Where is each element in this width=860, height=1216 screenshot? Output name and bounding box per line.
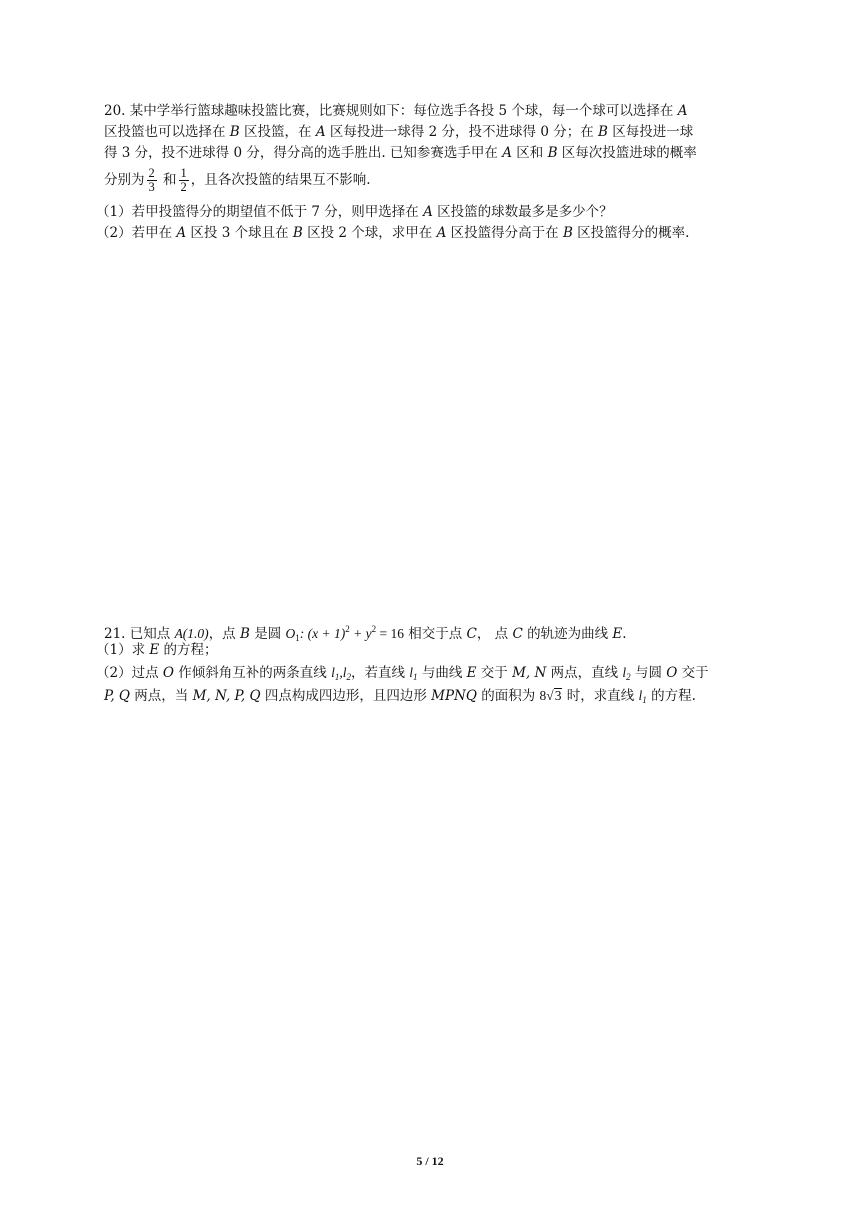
var-B: B [229,124,240,140]
q21-text: 作倾斜角互补的两条直线 [173,665,332,681]
line-l: l [342,665,347,680]
q21-text: 交于 [677,665,709,681]
line-l: l [409,665,414,680]
lines-l1-l2 [331,665,351,680]
q20-text: 20. 某中学举行篮球趣味投篮比赛，比赛规则如下：每位选手各投 5 个球，每一个球可以选择在 [104,103,678,119]
q20-text: 区投篮得分的概率. [572,225,690,241]
separator: , [339,665,343,680]
fraction-denominator: 3 [148,180,155,194]
var-A: A [502,145,512,161]
q21-text: 两点，当 [130,688,193,704]
q21-text: 交于 [476,665,513,681]
superscript: 2 [345,624,350,634]
q21-text: 两点，直线 [546,665,623,681]
var-B: B [239,626,250,642]
q20-sub-1 [96,203,613,221]
q20-text: 区每次投篮进球的概率 [557,145,697,161]
q20-text: ，且各次投篮的结果互不影响. [190,172,371,188]
var-A: A [315,124,326,140]
points-MN: M, N [512,665,547,681]
equation-part: = 16 [376,626,404,641]
q20-text: 和 [158,172,177,188]
q20-text: 区每投进一球得 2 分，投不进球得 0 分；在 [325,124,598,140]
q21-text: ， 点 [476,626,513,642]
var-B: B [598,124,608,140]
q21-text: 时，求直线 [562,688,639,704]
q20-text: 区每投进一球 [607,124,694,140]
area-radicand: 3 [554,688,562,703]
superscript: 2 [371,624,377,634]
q20-text: 区投篮，在 [239,124,316,140]
line-l: l [622,665,627,680]
q20-text: 分别为 [104,172,145,188]
subscript: 2 [626,672,631,682]
page-number: 5 / 12 [416,1154,444,1168]
line-l2 [622,665,630,680]
subscript: 2 [346,672,351,682]
var-A: A [677,103,688,119]
subscript: 1 [295,633,300,643]
q21-text: 是圆 [249,626,286,642]
q20-text: 区投 3 个球且在 [186,225,293,241]
q21-sub-1 [96,641,218,659]
q20-text: 区投篮也可以选择在 [104,124,230,140]
fraction-numerator: 2 [148,166,155,180]
fraction-numerator: 1 [180,166,187,180]
circle-O: O [285,626,296,641]
var-B: B [562,225,573,241]
q20-text: 区投 2 个球，求甲在 [302,225,437,241]
q21-text: ，若直线 [350,665,410,681]
subscript: 1 [334,672,340,682]
var-A: A [176,225,187,241]
q21-text: 的面积为 [476,688,540,704]
q21-text: . [622,626,627,642]
q21-text: 的方程； [159,642,218,658]
q20-line-2 [104,123,693,141]
q21-text: 与曲线 [417,665,467,681]
q20-line-1 [104,102,687,120]
fraction-one-half [179,167,189,194]
line-l: l [331,665,335,680]
line-l1 [409,665,417,680]
var-E: E [612,626,623,642]
equation-part: + y [349,626,372,641]
var-O: O [162,665,174,681]
points-PQ: P, Q [104,688,130,704]
line-l1 [639,688,647,703]
q21-text: 相交于点 [403,626,467,642]
q20-text: 区投篮的球数最多是多少个？ [432,204,613,220]
q20-text: 区和 [511,145,548,161]
q21-text: 的方程. [646,688,696,704]
area-coefficient: 8 [539,688,547,703]
q20-line-4 [104,164,371,196]
var-B: B [292,225,303,241]
q20-sub-2 [96,224,689,242]
q20-text: 区投篮得分高于在 [446,225,563,241]
q21-text: 21. 已知点 [104,626,175,642]
equation-part: : (x + 1) [299,626,346,641]
fraction-denominator: 2 [180,180,187,194]
var-C: C [512,626,523,642]
area-value: 8√3 [539,688,562,703]
var-A: A [423,204,433,220]
q21-text: ，点 [208,626,240,642]
var-C: C [466,626,477,642]
q21-text: （1）求 [96,642,150,658]
fraction-two-thirds [147,167,157,194]
points-MNPQ: M, N, P, Q [192,688,261,704]
q21-text: 与圆 [630,665,667,681]
var-A: A [436,225,447,241]
quadrilateral-MPNQ: MPNQ [431,688,477,704]
q21-text: 四点构成四边形，且四边形 [260,688,432,704]
q20-line-3 [104,144,697,162]
q21-text: 的轨迹为曲线 [522,626,613,642]
subscript: 1 [413,672,418,682]
line-l: l [638,688,643,703]
var-E: E [466,665,477,681]
point-A: A(1.0) [174,626,209,641]
q21-sub-2 [96,664,709,686]
q20-text: 得 3 分，投不进球得 0 分，得分高的选手胜出. 已知参赛选手甲在 [104,145,503,161]
subscript: 1 [642,695,647,705]
q20-text: （1）若甲投篮得分的期望值不低于 7 分，则甲选择在 [96,204,424,220]
q20-text: （2）若甲在 [96,225,177,241]
q21-line-3 [104,687,696,709]
var-B: B [547,145,558,161]
q21-text: （2）过点 [96,665,163,681]
circle-equation [286,626,404,641]
var-O: O [666,665,678,681]
var-E: E [149,642,160,658]
